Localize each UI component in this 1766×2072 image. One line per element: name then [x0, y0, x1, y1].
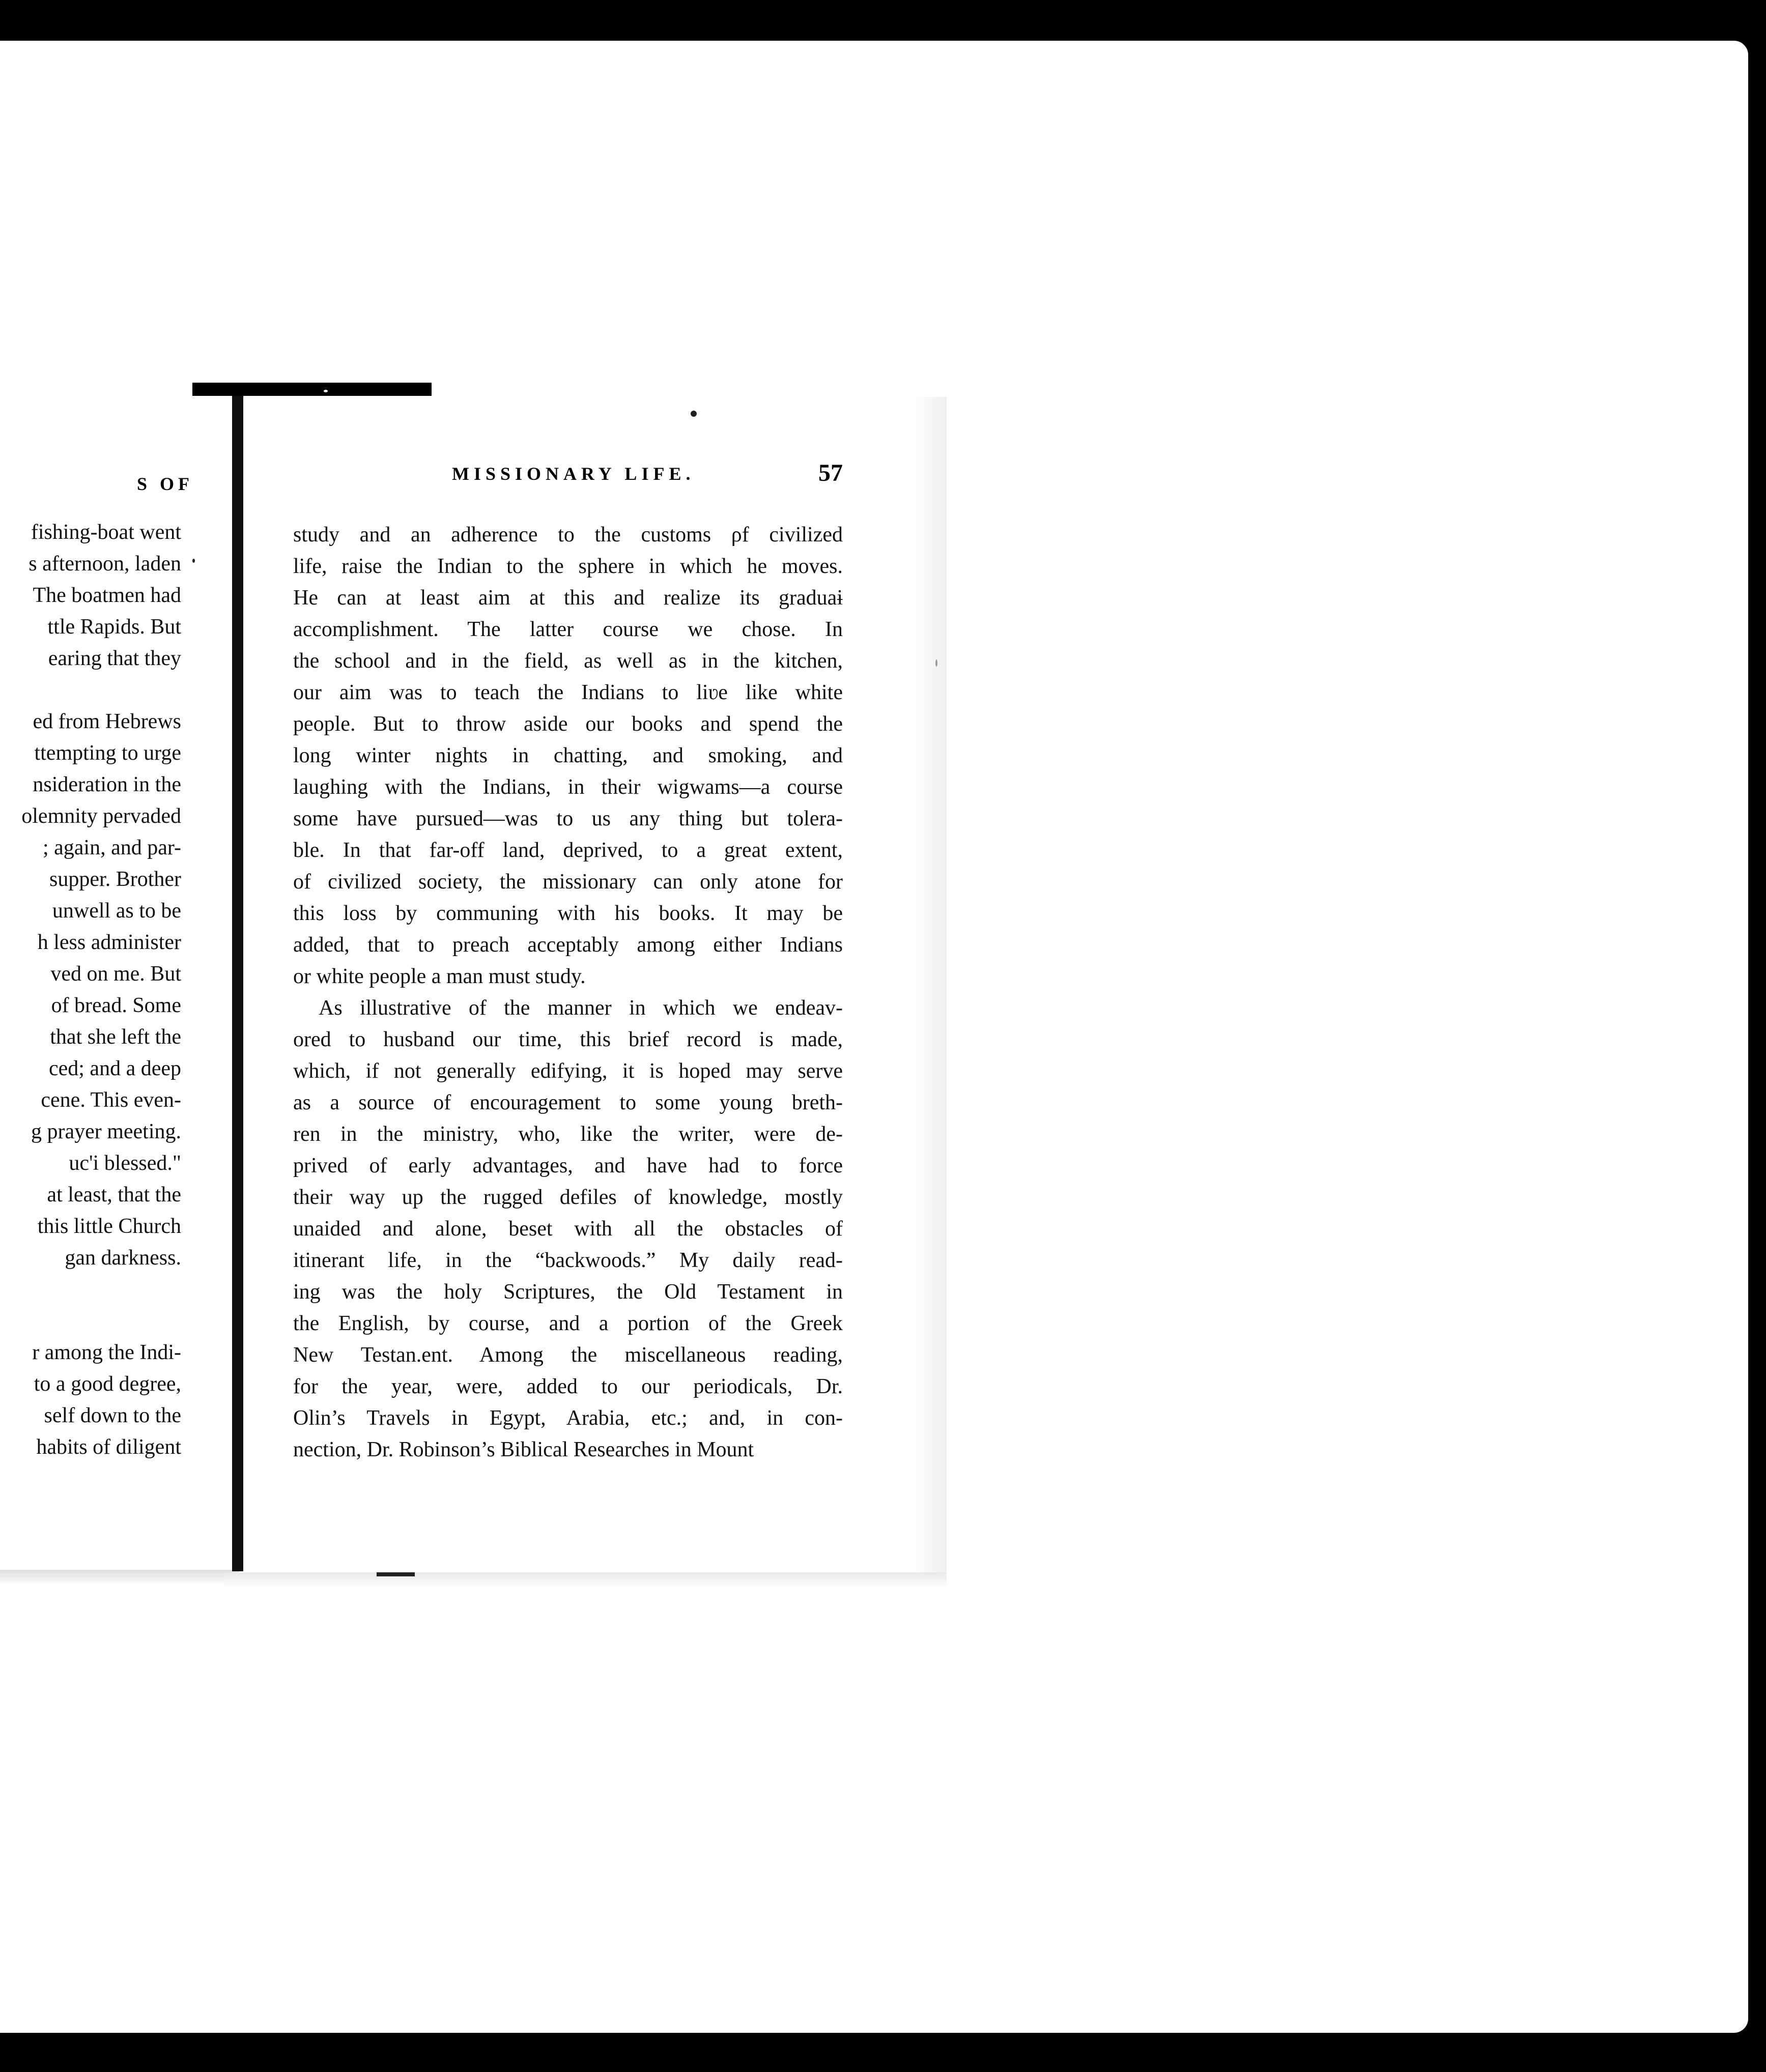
text-line: As illustrative of the manner in which we endeav- [319, 996, 843, 1020]
text-line: life, raise the Indian to the sphere in which he moves. [293, 555, 843, 578]
text-line: that she left the [50, 1025, 181, 1049]
left-page [0, 427, 214, 1588]
text-line: h less administer [37, 931, 181, 954]
right-page-bottom-shadow [224, 1572, 947, 1588]
text-line: s afternoon, laden [29, 552, 181, 575]
text-line: at least, that the [47, 1183, 181, 1206]
text-line: people. But to throw aside our books and spend the [293, 712, 843, 736]
text-line: of bread. Some [51, 994, 181, 1017]
gutter-bar-vertical [232, 396, 243, 1571]
text-line: unaided and alone, beset with all the obstacles of [293, 1217, 843, 1241]
text-line: nsideration in the [33, 773, 181, 796]
scan-border-top [0, 0, 1766, 41]
right-page [243, 402, 946, 1588]
text-line: the school and in the field, as well as in the kitchen, [293, 649, 843, 673]
text-line: ttempting to urge [34, 741, 181, 765]
text-line: ing was the holy Scriptures, the Old Testament in [293, 1280, 843, 1304]
text-line: ; again, and par- [42, 836, 181, 859]
text-line: Olin’s Travels in Egypt, Arabia, etc.; and, in con- [293, 1406, 843, 1430]
text-line: fishing-boat went [31, 521, 181, 544]
text-line: added, that to preach acceptably among either Indians [293, 933, 843, 957]
text-line: the English, by course, and a portion of the Greek [293, 1312, 843, 1335]
text-line: New Testan.ent. Among the miscellaneous reading, [293, 1343, 843, 1367]
text-line: study and an adherence to the customs ρf civilized [293, 523, 843, 546]
text-line: habits of diligent [36, 1435, 181, 1459]
running-head-title: MISSIONARY LIFE. [452, 464, 695, 484]
text-line: ren in the ministry, who, like the writer, were de- [293, 1123, 843, 1146]
scan-speck [691, 411, 697, 417]
right-page-edge [911, 397, 947, 1582]
text-line: r among the Indi- [32, 1341, 181, 1364]
text-line: for the year, were, added to our periodicals, Dr. [293, 1375, 843, 1398]
scan-speck [324, 390, 328, 392]
text-line: ved on me. But [50, 962, 181, 986]
scan-border-right [1748, 0, 1766, 2072]
left-running-head: S OF [136, 474, 193, 494]
text-line: this loss by communing with his books. It may be [293, 902, 843, 925]
right-running-head [243, 459, 843, 494]
text-line: unwell as to be [52, 899, 181, 923]
text-line: ttle Rapids. But [47, 615, 181, 639]
text-line: The boatmen had [33, 584, 181, 607]
text-line: He can at least aim at this and realize its graduaɨ [293, 586, 843, 610]
text-line: self down to the [44, 1404, 181, 1427]
text-line: our aim was to teach the Indians to liʋe like white [293, 681, 843, 704]
text-line: gan darkness. [65, 1246, 181, 1270]
text-line: long winter nights in chatting, and smoking, and [293, 744, 843, 767]
text-line: earing that they [48, 647, 181, 670]
text-line: uc'i blessed." [69, 1152, 181, 1175]
text-line: their way up the rugged defiles of knowledge, mostly [293, 1186, 843, 1209]
scan-border-bottom [0, 2033, 1766, 2072]
text-line: g prayer meeting. [31, 1120, 181, 1143]
text-line: as a source of encouragement to some young breth- [293, 1091, 843, 1114]
scan-speck [192, 559, 195, 563]
text-line: accomplishment. The latter course we chose. In [293, 618, 843, 641]
text-line: nection, Dr. Robinson’s Biblical Researches in Mount [293, 1438, 754, 1461]
gutter-mark-bottom [377, 1572, 415, 1576]
text-line: ble. In that far-off land, deprived, to a great extent, [293, 839, 843, 862]
text-line: or white people a man must study. [293, 965, 586, 988]
text-line: olemnity pervaded [21, 804, 181, 828]
text-line: ored to husband our time, this brief record is made, [293, 1028, 843, 1051]
text-line: prived of early advantages, and have had to force [293, 1154, 843, 1177]
text-line: ed from Hebrews [33, 710, 181, 733]
text-line: of civilized society, the missionary can only atone for [293, 870, 843, 894]
right-page-text [293, 519, 843, 1465]
text-line: this little Church [37, 1215, 181, 1238]
text-line: cene. This even- [41, 1088, 181, 1112]
scan-speck [935, 659, 937, 667]
text-line: supper. Brother [49, 868, 181, 891]
page-number: 57 [818, 459, 843, 486]
text-line: which, if not generally edifying, it is hoped may serve [293, 1059, 843, 1083]
text-line: laughing with the Indians, in their wigwams—a course [293, 775, 843, 799]
text-line: some have pursued—was to us any thing but tolera- [293, 807, 843, 830]
left-page-shadow [0, 1570, 239, 1585]
gutter-bar-top [192, 383, 432, 396]
text-line: ced; and a deep [48, 1057, 181, 1080]
text-line: to a good degree, [34, 1372, 181, 1396]
text-line: itinerant life, in the “backwoods.” My daily read- [293, 1249, 843, 1272]
